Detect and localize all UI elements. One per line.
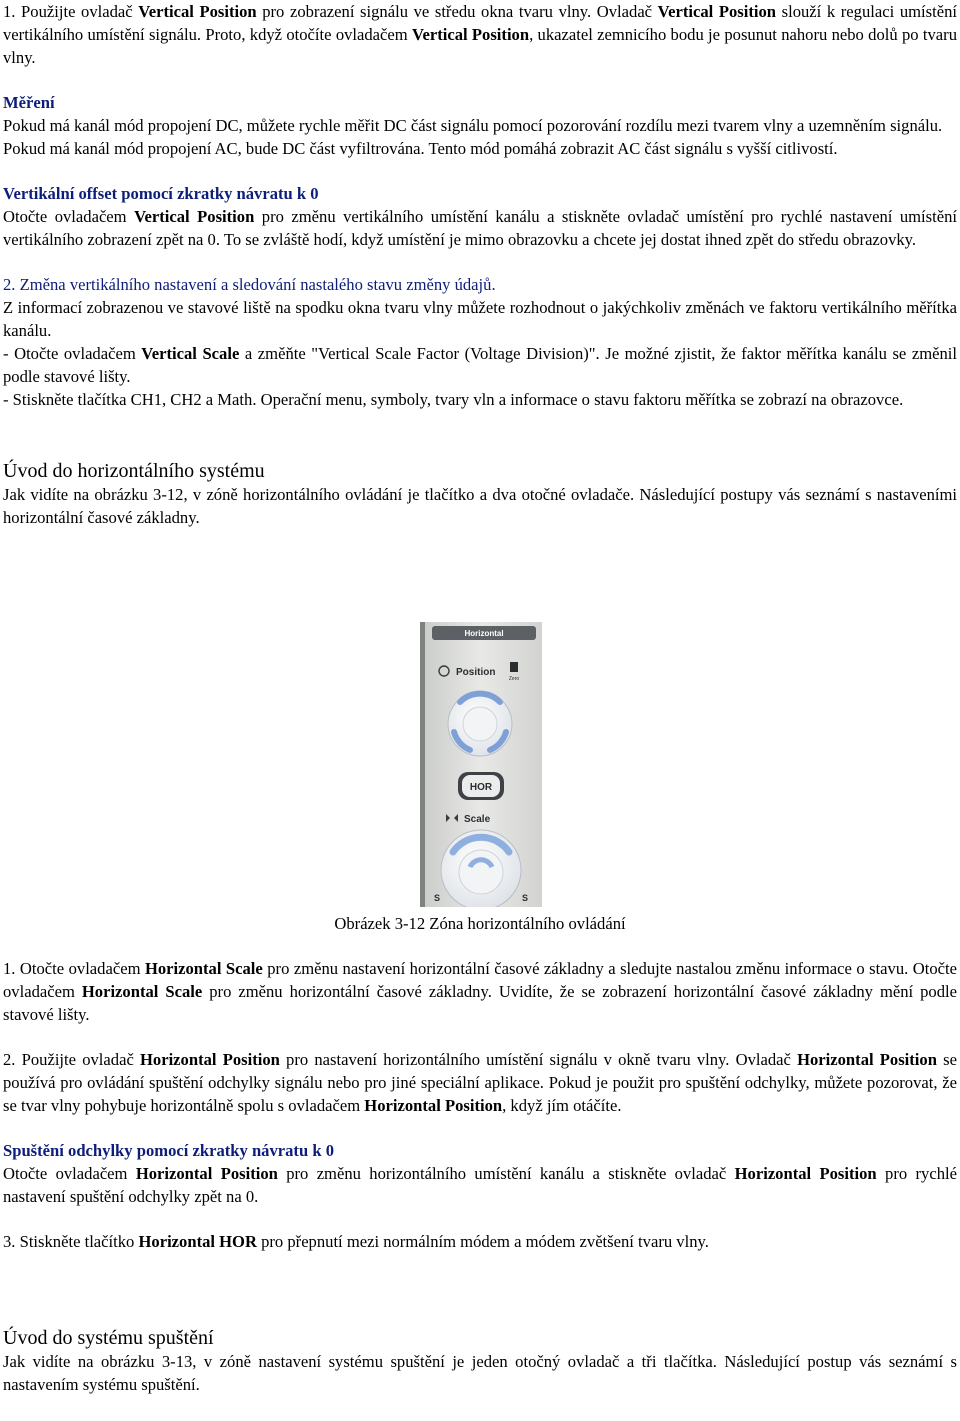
section-title-horizontal: Úvod do horizontálního systému	[3, 460, 265, 482]
bold-term: Horizontal Position	[364, 1096, 503, 1115]
heading-vertical-offset	[3, 182, 957, 205]
text: 3. Stiskněte tlačítko	[3, 1232, 139, 1251]
text: , když jím otáčíte.	[502, 1096, 622, 1115]
paragraph-horizontal-scale	[3, 957, 957, 1026]
text: pro přepnutí mezi normálním módem a módem zvětšení tvaru vlny.	[256, 1232, 709, 1251]
bold-term: Vertical Position	[138, 2, 257, 21]
paragraph-trigger-intro: Jak vidíte na obrázku 3-13, v zóně nastavení systému spuštění je jeden otočný ovladač a tři tlačítka. Následující postup vás seznámí s nastavením systému spuštění.	[3, 1352, 957, 1394]
heading-spusteni-text: Spuštění odchylky pomocí zkratky návratu k 0	[3, 1141, 335, 1160]
paragraph-vertical-scale	[3, 342, 957, 388]
heading-vertical-change: 2. Změna vertikálního nastavení a sledování nastalého stavu změny údajů.	[3, 275, 496, 294]
paragraph-ch-buttons: - Stiskněte tlačítka CH1, CH2 a Math. Operační menu, symboly, tvary vln a informace o stavu faktoru měřítka se zobrazí na obrazovce.	[3, 390, 904, 409]
bold-term: Horizontal Position	[140, 1050, 280, 1069]
text: pro změnu nastavení horizontální časové základny a sledujte nastalou změnu informace o stavu. Otočte ovladačem	[3, 959, 957, 1001]
bold-term: Vertical Position	[134, 207, 255, 226]
document-page-lower	[3, 957, 957, 1396]
text: pro zobrazení signálu ve středu okna tvaru vlny. Ovladač	[256, 2, 658, 21]
text: Otočte ovladačem	[3, 207, 135, 226]
text: slouží k regulaci umístění vertikálního umístění signálu. Proto, když otočíte ovladačem	[3, 2, 957, 44]
document-page	[3, 0, 957, 529]
paragraph-vertical-position	[3, 0, 957, 69]
bold-term: Horizontal Scale	[81, 982, 203, 1001]
bold-term: Vertical Position	[412, 25, 530, 44]
s-left-label: S	[434, 893, 441, 903]
text: pro rychlé nastavení spuštění odchylky zpět na 0.	[3, 1164, 957, 1206]
bold-term: Horizontal Position	[797, 1050, 937, 1069]
text: 1. Otočte ovladačem	[3, 959, 145, 978]
paragraph-horizontal-intro: Jak vidíte na obrázku 3-12, v zóně horizontálního ovládání je tlačítko a dva otočné ovladače. Následující postupy vás seznámí s nastaveními horizontální časové základny.	[3, 485, 957, 527]
paragraph-vertical-offset	[3, 205, 957, 251]
heading-mereni	[3, 91, 957, 114]
text: Otočte ovladačem	[3, 1164, 136, 1183]
paragraph-status-bar: Z informací zobrazenou ve stavové liště na spodku okna tvaru vlny můžete rozhodnout o jakýchkoliv změnách ve faktoru vertikálního měřítka kanálu.	[3, 298, 957, 340]
scale-knob[interactable]	[441, 830, 521, 907]
horizontal-panel-figure	[420, 622, 542, 907]
scale-label: Scale	[464, 814, 491, 825]
bold-term: Horizontal Position	[734, 1164, 877, 1183]
bold-term: Vertical Position	[657, 2, 777, 21]
section-title-trigger: Úvod do systému spuštění	[3, 1327, 214, 1349]
heading-spusteni	[3, 1139, 957, 1162]
text: se používá pro ovládání spuštění odchylky signálu nebo pro jiné speciální aplikace. Pokud je použit pro spuštění odchylky, můžete pozorovat, že se tvar vlny pohybuje horizontálně spolu s ovladačem	[3, 1050, 957, 1115]
hor-label: HOR	[469, 782, 493, 793]
text: 1. Použijte ovladač	[3, 2, 139, 21]
text: - Otočte ovladačem	[3, 344, 142, 363]
panel-header-label: Horizontal	[464, 629, 504, 638]
bold-term: Horizontal HOR	[138, 1232, 257, 1251]
paragraph-hor-button	[3, 1230, 957, 1253]
zero-label: Zero	[508, 676, 520, 682]
text: pro změnu vertikálního umístění kanálu a stiskněte ovladač umístění pro rychlé nastavení umístění vertikálního zobrazení zpět na 0. To se zvláště hodí, když umístění je mimo obrazovku a chcete jej dostat ihned zpět do středu obrazovky.	[3, 207, 957, 249]
bold-term: Horizontal Position	[135, 1164, 278, 1183]
s-right-label: S	[522, 893, 529, 903]
bold-term: Horizontal Scale	[144, 959, 263, 978]
text: pro změnu horizontální časové základny. Uvidíte, že se zobrazení horizontální časové základny mění podle stavové lišty.	[3, 982, 957, 1024]
paragraph-spusteni	[3, 1162, 957, 1208]
text: a změňte "Vertical Scale Factor (Voltage Division)". Je možné zjistit, že faktor měřítka kanálu se změnil podle stavové lišty.	[3, 344, 958, 386]
hor-button[interactable]	[458, 772, 504, 800]
horizontal-panel-image	[420, 622, 542, 907]
heading-vertical-offset-text: Vertikální offset pomocí zkratky návratu k 0	[3, 184, 319, 203]
paragraph-mereni-ac: Pokud má kanál mód propojení AC, bude DC část vyfiltrována. Tento mód pomáhá zobrazit AC část signálu s vyšší citlivostí.	[3, 139, 838, 158]
bold-term: Vertical Scale	[141, 344, 240, 363]
position-label: Position	[456, 667, 496, 678]
text: pro nastavení horizontálního umístění signálu v okně tvaru vlny. Ovladač	[279, 1050, 798, 1069]
text: pro změnu horizontálního umístění kanálu a stiskněte ovladač	[277, 1164, 735, 1183]
paragraph-horizontal-position	[3, 1048, 957, 1117]
figure-caption: Obrázek 3-12 Zóna horizontálního ovládání	[334, 914, 626, 933]
heading-mereni-text: Měření	[3, 93, 55, 112]
text: , ukazatel zemnicího bodu je posunut nahoru nebo dolů po tvaru vlny.	[3, 25, 957, 67]
position-knob[interactable]	[448, 692, 512, 756]
text: 2. Použijte ovladač	[3, 1050, 140, 1069]
paragraph-mereni-dc: Pokud má kanál mód propojení DC, můžete rychle měřit DC část signálu pomocí pozorování rozdílu mezi tvarem vlny a uzemněním signálu.	[3, 116, 943, 135]
panel-edge	[420, 622, 425, 907]
zero-icon	[510, 662, 518, 672]
